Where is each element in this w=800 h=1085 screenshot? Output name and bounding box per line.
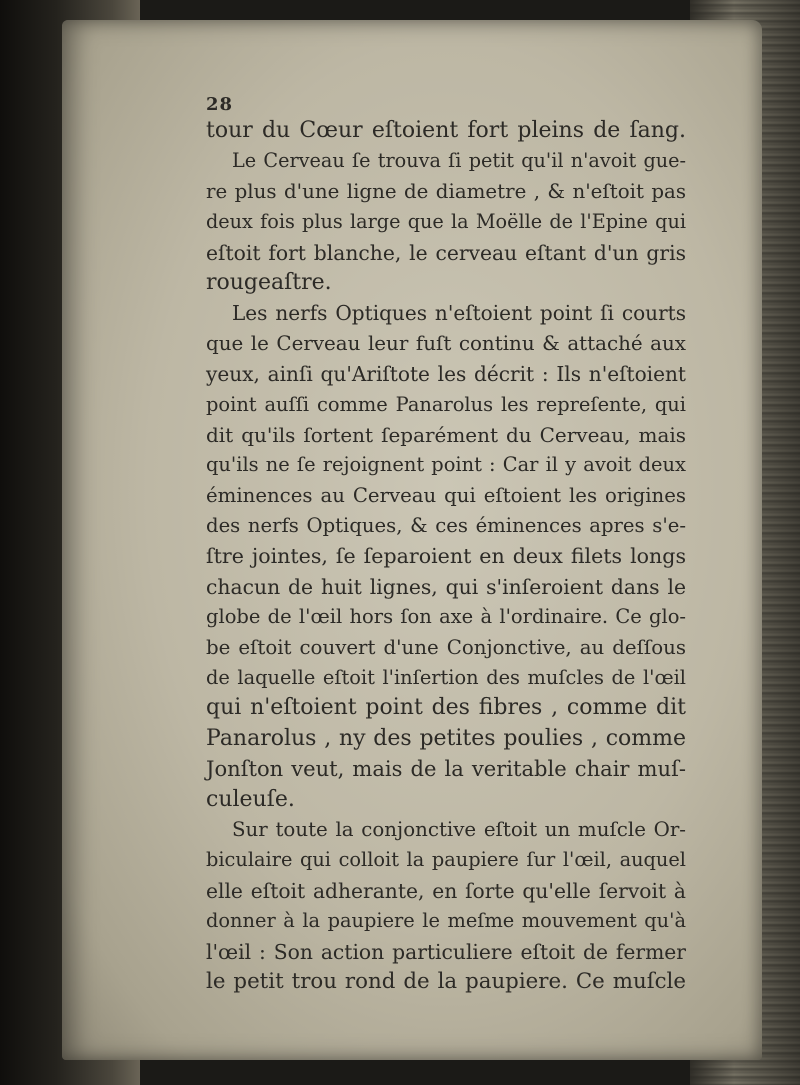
text-line: point auſſi comme Panarolus les repreſente, qui: [206, 392, 686, 416]
text-line: éminences au Cerveau qui eſtoient les origines: [206, 483, 686, 507]
text-line: be eſtoit couvert d'une Conjonctive, au deſſous: [206, 635, 686, 659]
text-line: rougeaſtre.: [206, 269, 332, 295]
text-line: l'œil : Son action particuliere eſtoit de fermer: [206, 939, 686, 964]
text-line: Panarolus , ny des petites poulies , comme: [206, 725, 686, 751]
text-line: chacun de huit lignes, qui s'inſeroient dans le: [206, 574, 686, 599]
text-line: de laquelle eſtoit l'inſertion des muſcles de l'œil: [206, 666, 686, 690]
page-number: 28: [206, 94, 234, 115]
text-line: tour du Cœur eſtoient fort pleins de ſang.: [206, 118, 686, 143]
text-line: Sur toute la conjonctive eſtoit un muſcle Or-: [232, 817, 686, 841]
text-line: qui n'eſtoient point des fibres , comme dit: [206, 695, 686, 721]
text-line: le petit trou rond de la paupiere. Ce muſcle: [206, 968, 686, 994]
text-line: eſtoit fort blanche, le cerveau eſtant d'un gris: [206, 240, 686, 265]
text-line: re plus d'une ligne de diametre , & n'eſtoit pas: [206, 179, 686, 203]
text-line: dit qu'ils ſortent ſeparément du Cerveau, mais: [206, 422, 686, 447]
text-line: Les nerfs Optiques n'eſtoient point ſi courts: [232, 301, 686, 326]
text-line: qu'ils ne ſe rejoignent point : Car il y avoit deux: [206, 453, 686, 477]
text-line: elle eſtoit adherante, en ſorte qu'elle ſervoit à: [206, 878, 686, 903]
text-line: deux fois plus large que la Moëlle de l'Epine qui: [206, 210, 686, 234]
text-line: Le Cerveau ſe trouva ſi petit qu'il n'avoit gue-: [232, 149, 686, 173]
text-line: globe de l'œil hors ſon axe à l'ordinaire. Ce glo-: [206, 605, 686, 629]
text-line: ſtre jointes, ſe ſeparoient en deux filets longs: [206, 544, 686, 569]
text-line: des nerfs Optiques, & ces éminences apres s'e-: [206, 514, 686, 538]
text-line: que le Cerveau leur fuſt continu & attaché aux: [206, 331, 686, 355]
page-text-block: [206, 96, 686, 997]
text-line: biculaire qui colloit la paupiere ſur l'œil, auquel: [206, 848, 686, 872]
text-line: yeux, ainſi qu'Ariſtote les décrit : Ils n'eſtoient: [206, 362, 686, 387]
text-line: Jonſton veut, mais de la veritable chair muſ-: [206, 756, 686, 782]
text-line: donner à la paupiere le meſme mouvement qu'à: [206, 909, 686, 933]
text-line: culeuſe.: [206, 786, 295, 812]
